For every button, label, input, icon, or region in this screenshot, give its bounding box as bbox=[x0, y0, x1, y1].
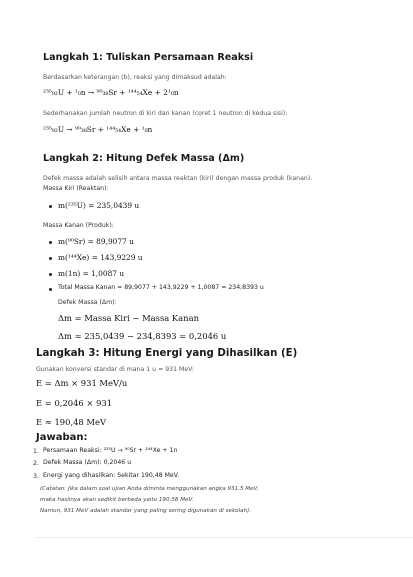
answer-energy: Energi yang dihasilkan: Sekitar 190,48 MeV. bbox=[43, 472, 180, 479]
energy-result: E ≈ 190,48 MeV bbox=[36, 417, 107, 427]
bullet bbox=[49, 241, 52, 244]
answer-number: 1. bbox=[33, 448, 39, 455]
step1-heading: Langkah 1: Tuliskan Persamaan Reaksi bbox=[43, 52, 254, 63]
answer-note-line-1: (Catatan: Jika dalam soal ujian Anda diminta menggunakan angka 931,5 MeV, bbox=[40, 486, 259, 492]
right-mass-xe144: m(¹⁴⁴Xe) = 143,9229 u bbox=[58, 253, 143, 262]
answer-heading: Jawaban: bbox=[36, 432, 88, 443]
right-mass-label: Massa Kanan (Produk): bbox=[43, 222, 114, 229]
answer-note-line-2: maka hasilnya akan sedikit berbeda yaitu 190,58 MeV. bbox=[40, 497, 194, 503]
step2-heading: Langkah 2: Hitung Defek Massa (Δm) bbox=[43, 153, 245, 164]
right-mass-total: Total Massa Kanan = 89,9077 + 143,9229 + 1,0087 = 234,8393 u bbox=[58, 284, 264, 291]
energy-formula: E = Δm × 931 MeV/u bbox=[36, 378, 128, 388]
answer-mass-defect: Defek Massa (Δm): 0,2046 u bbox=[43, 459, 132, 466]
divider bbox=[36, 537, 413, 538]
step1-equation-full: ²³⁵₉₂U + ¹₀n → ⁹⁰₃₈Sr + ¹⁴⁴₅₄Xe + 2¹₀n bbox=[43, 88, 179, 97]
answer-reaction: Persamaan Reaksi: ²³⁵U → ⁹⁰Sr + ¹⁴⁴Xe + 1n bbox=[43, 447, 178, 454]
left-mass-u235: m(²³⁵U) = 235,0439 u bbox=[58, 201, 140, 210]
bullet bbox=[49, 288, 52, 291]
answer-number: 3. bbox=[33, 473, 39, 480]
right-mass-neutron: m(1n) = 1,0087 u bbox=[58, 269, 125, 278]
left-mass-label: Massa Kiri (Reaktan): bbox=[43, 185, 109, 192]
step1-intro: Berdasarkan keterangan (b), reaksi yang dimaksud adalah: bbox=[43, 74, 227, 81]
step1-simplify-text: Sederhanakan jumlah neutron di kiri dan kanan (coret 1 neutron di kedua sisi): bbox=[43, 110, 288, 117]
defek-formula: Δm = Massa Kiri − Massa Kanan bbox=[58, 313, 199, 323]
step2-definition: Defek massa adalah selisih antara massa reaktan (kiri) dengan massa produk (kanan). bbox=[43, 175, 313, 182]
step1-equation-simplified: ²³⁵₉₂U → ⁹⁰₃₈Sr + ¹⁴⁴₅₄Xe + ¹₀n bbox=[43, 125, 153, 134]
defek-result: Δm = 235,0439 − 234,8393 = 0,2046 u bbox=[58, 331, 227, 341]
step3-intro: Gunakan konversi standar di mana 1 u ≈ 931 MeV: bbox=[36, 366, 194, 373]
step3-heading: Langkah 3: Hitung Energi yang Dihasilkan (E) bbox=[36, 348, 298, 359]
bullet bbox=[49, 257, 52, 260]
defek-label: Defek Massa (Δm): bbox=[58, 299, 117, 306]
answer-number: 2. bbox=[33, 460, 39, 467]
bullet bbox=[49, 273, 52, 276]
energy-substitution: E = 0,2046 × 931 bbox=[36, 398, 113, 408]
answer-note-line-3: Namun, 931 MeV adalah standar yang paling sering digunakan di sekolah). bbox=[40, 508, 252, 514]
bullet bbox=[49, 205, 52, 208]
right-mass-sr90: m(⁹⁰Sr) = 89,9077 u bbox=[58, 237, 134, 246]
